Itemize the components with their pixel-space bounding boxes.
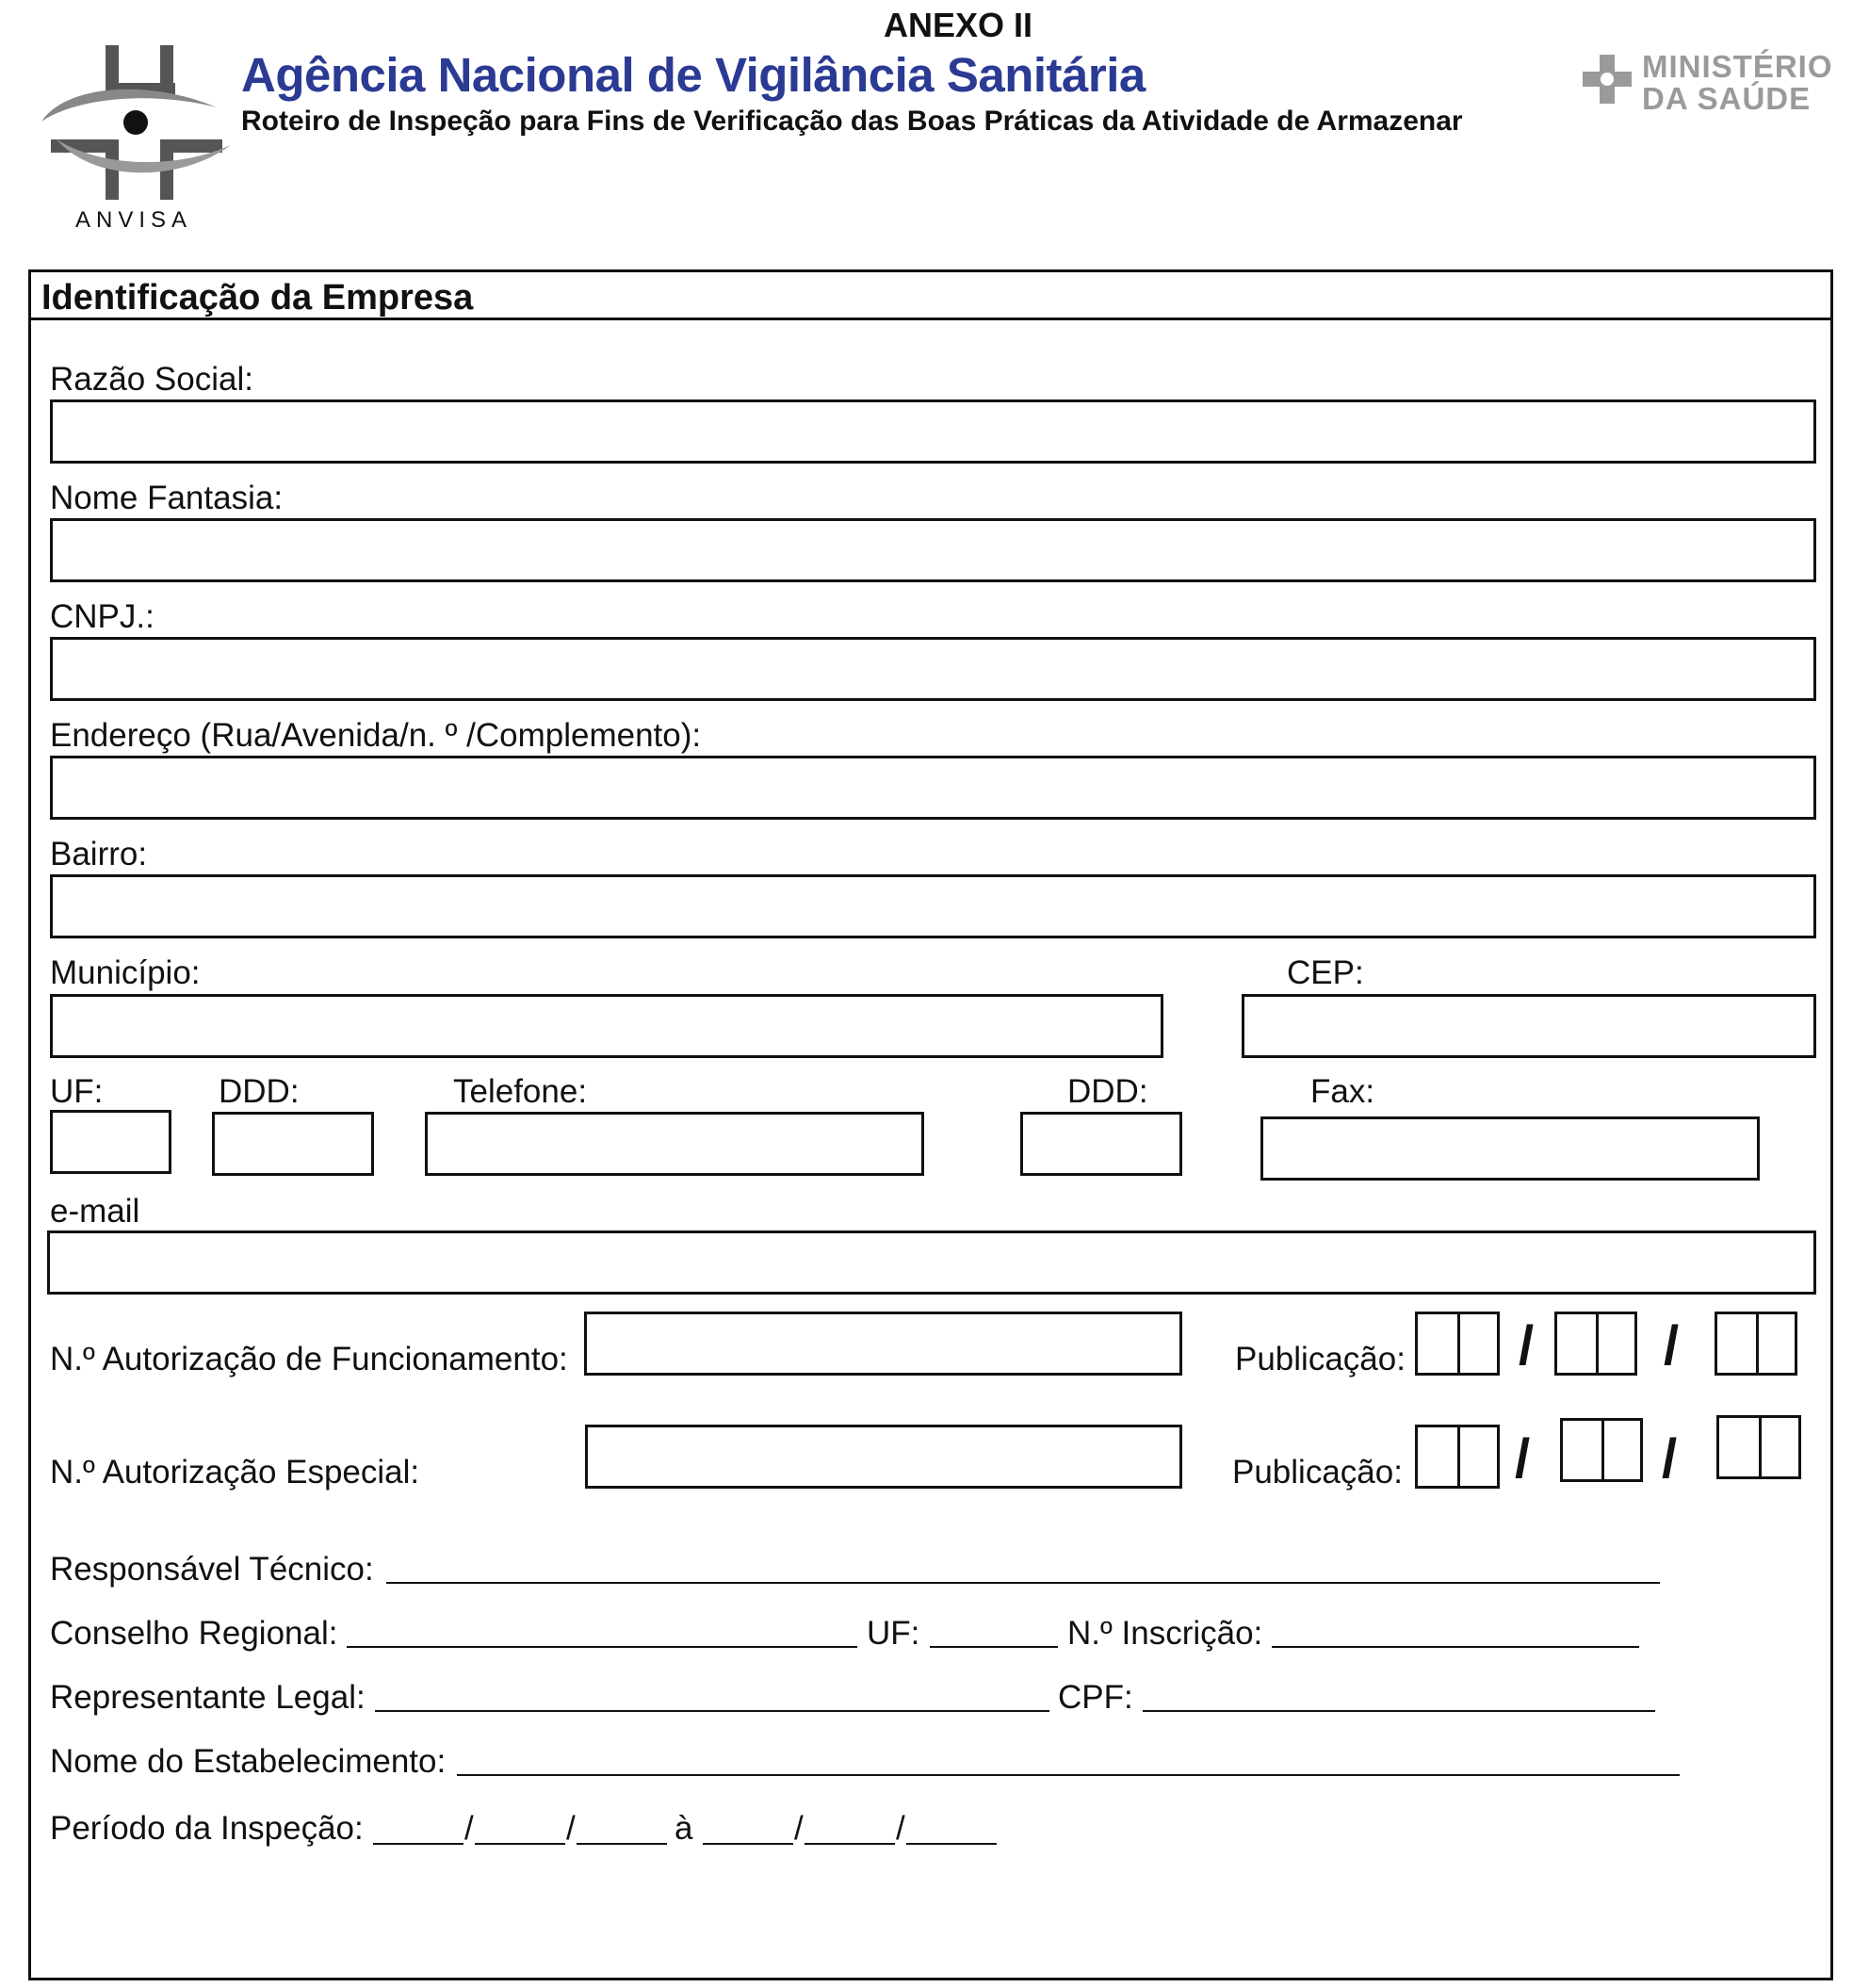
anvisa-logo-text: ANVISA [75,207,193,233]
endereco-input[interactable] [50,756,1816,820]
representante-legal-line[interactable] [375,1710,1049,1712]
ministry-name-line1: MINISTÉRIO [1642,49,1833,84]
cnpj-label: CNPJ.: [50,598,154,635]
periodo-a-label: à [675,1810,693,1847]
razao-social-label: Razão Social: [50,361,253,398]
telefone-input[interactable] [425,1112,924,1176]
cep-input[interactable] [1242,994,1816,1058]
ministry-logo-icon [1581,53,1634,106]
aut-especial-input[interactable] [585,1425,1182,1489]
razao-social-input[interactable] [50,399,1816,464]
estabelecimento-line[interactable] [457,1774,1680,1776]
responsavel-tecnico-line[interactable] [386,1582,1660,1584]
conselho-regional-line[interactable] [347,1646,857,1648]
email-input[interactable] [47,1230,1816,1295]
publicacao-label-2: Publicação: [1232,1454,1403,1491]
publicacao-day-input-2[interactable] [1415,1425,1500,1489]
nome-fantasia-input[interactable] [50,518,1816,582]
conselho-uf-label: UF: [867,1615,920,1652]
date-slash: / [1662,1428,1678,1490]
cpf-line[interactable] [1143,1710,1655,1712]
conselho-regional-label: Conselho Regional: [50,1615,338,1652]
anvisa-logo-icon [38,41,236,211]
nome-fantasia-label: Nome Fantasia: [50,480,284,516]
aut-funcionamento-label: N.º Autorização de Funcionamento: [50,1341,568,1377]
telefone-label: Telefone: [453,1073,588,1110]
cpf-label: CPF: [1058,1679,1133,1716]
cnpj-input[interactable] [50,637,1816,701]
anvisa-logo [38,41,236,211]
publicacao-year-input-2[interactable] [1716,1415,1801,1479]
periodo-slash: / [794,1810,804,1847]
publicacao-month-input-2[interactable] [1560,1418,1643,1482]
aut-especial-label: N.º Autorização Especial: [50,1454,420,1491]
periodo-start-day-line[interactable] [373,1843,463,1845]
ddd-fax-input[interactable] [1020,1112,1182,1176]
periodo-end-month-line[interactable] [805,1843,895,1845]
periodo-end-year-line[interactable] [906,1843,997,1845]
ddd-label: DDD: [219,1073,300,1110]
annex-title: ANEXO II [884,6,1033,44]
fax-label: Fax: [1310,1073,1375,1110]
ddd-input[interactable] [212,1112,374,1176]
aut-funcionamento-input[interactable] [584,1312,1182,1376]
document-subtitle: Roteiro de Inspeção para Fins de Verificação das Boas Práticas da Atividade de Armazenar [241,106,1463,137]
section-title: Identificação da Empresa [41,278,474,318]
agency-name: Agência Nacional de Vigilância Sanitária [241,48,1146,102]
periodo-end-day-line[interactable] [703,1843,793,1845]
bairro-input[interactable] [50,874,1816,938]
publicacao-day-input-1[interactable] [1415,1312,1500,1376]
uf-input[interactable] [50,1110,171,1174]
fax-input[interactable] [1260,1116,1760,1181]
publicacao-month-input-1[interactable] [1554,1312,1637,1376]
date-slash: / [1664,1315,1680,1377]
estabelecimento-label: Nome do Estabelecimento: [50,1743,447,1780]
municipio-input[interactable] [50,994,1163,1058]
periodo-slash: / [464,1810,474,1847]
periodo-inspecao-label: Período da Inspeção: [50,1810,364,1847]
inscricao-line[interactable] [1272,1646,1639,1648]
ministry-name-line2: DA SAÚDE [1642,81,1812,116]
uf-label: UF: [50,1073,104,1110]
email-label: e-mail [50,1193,140,1230]
periodo-start-year-line[interactable] [577,1843,667,1845]
representante-legal-label: Representante Legal: [50,1679,366,1716]
publicacao-label-1: Publicação: [1235,1341,1406,1377]
date-slash: / [1515,1428,1531,1490]
conselho-uf-line[interactable] [930,1646,1058,1648]
cep-label: CEP: [1287,954,1364,991]
periodo-start-month-line[interactable] [475,1843,565,1845]
periodo-slash: / [566,1810,576,1847]
publicacao-year-input-1[interactable] [1715,1312,1797,1376]
bairro-label: Bairro: [50,836,148,872]
municipio-label: Município: [50,954,201,991]
date-slash: / [1519,1315,1535,1377]
ddd-fax-label: DDD: [1067,1073,1148,1110]
periodo-slash: / [896,1810,905,1847]
endereco-label: Endereço (Rua/Avenida/n. º /Complemento): [50,717,702,754]
responsavel-tecnico-label: Responsável Técnico: [50,1551,374,1588]
inscricao-label: N.º Inscrição: [1067,1615,1263,1652]
